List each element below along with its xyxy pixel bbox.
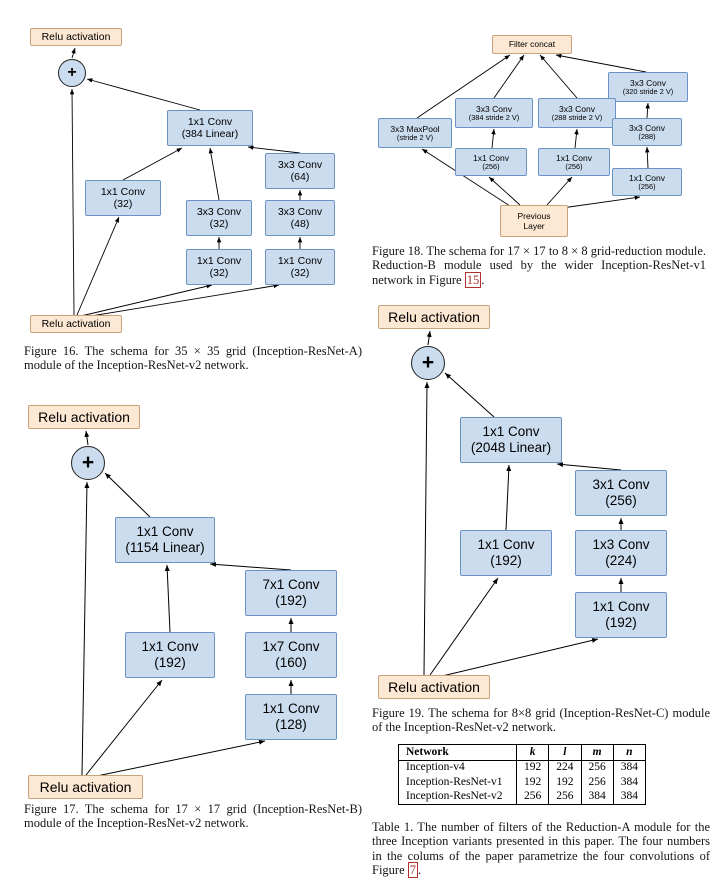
node-sublabel: (32) [113, 198, 133, 210]
figure7-reference-link[interactable]: 7 [409, 863, 417, 878]
node-label: Relu activation [388, 308, 480, 325]
fig16-conv-3x3-64 [265, 153, 335, 189]
caption-text: Figure 16. The schema for 35 × 35 grid (Inception-ResNet-A) module of the Inception-ResNet-v2 network. [24, 344, 362, 373]
node-sublabel: (128) [275, 717, 307, 732]
table1-caption [372, 820, 710, 878]
node-sublabel: (288) [638, 131, 656, 141]
fig17-conv-1x1-192 [125, 632, 215, 678]
cell-n: 384 [613, 790, 645, 805]
figure18-caption [372, 244, 706, 287]
node-label: 3x3 Conv [277, 158, 323, 171]
node-sublabel: (224) [605, 553, 637, 568]
fig17-relu-activation-top [28, 405, 140, 429]
node-label: 1x1 Conv [100, 185, 146, 198]
node-sublabel: (384 Linear) [181, 128, 239, 140]
cell-network: Inception-ResNet-v2 [399, 790, 517, 805]
node-sublabel: (256) [482, 161, 500, 171]
node-label: 3x3 Conv [196, 205, 242, 218]
fig19-relu-activation-bottom [378, 675, 490, 699]
node-sublabel: (320 stride 2 V) [622, 86, 674, 96]
figure19-diagram [372, 300, 717, 700]
table1-row-inception-resnet-v2 [399, 790, 646, 805]
fig16-conv-1x1-32-branch3 [265, 249, 335, 285]
node-sublabel: (288 stride 2 V) [551, 112, 603, 122]
table1-header-n: n [613, 745, 645, 761]
node-label: Relu activation [39, 778, 132, 795]
fig17-relu-activation-bottom [28, 775, 143, 799]
node-label: 3x1 Conv [592, 477, 650, 493]
cell-k: 256 [517, 790, 549, 805]
caption-text: Figure 19. The schema for 8×8 grid (Inception-ResNet-C) module of the Inception-ResNet-v2 network. [372, 706, 710, 735]
fig19-residual-add [411, 346, 445, 380]
cell-m: 384 [581, 790, 613, 805]
node-label: Relu activation [38, 408, 130, 425]
node-label: 1x1 Conv [136, 524, 194, 540]
node-sublabel: (192) [490, 553, 522, 568]
fig18-conv-1x1-256-left [455, 148, 527, 176]
node-label: 3x3 Conv [476, 103, 512, 114]
cell-l: 224 [549, 760, 581, 775]
fig18-conv-3x3-384-stride2 [455, 98, 533, 128]
fig17-conv-1x1-1154-linear [115, 517, 215, 563]
cell-m: 256 [581, 775, 613, 790]
fig17-conv-7x1-192 [245, 570, 337, 616]
plus-sign: + [81, 450, 95, 474]
node-sublabel: (64) [290, 171, 310, 183]
table1-header-l: l [549, 745, 581, 761]
caption-text: . [418, 863, 422, 878]
fig16-residual-add [58, 59, 86, 87]
figure19-caption [372, 706, 710, 735]
node-sublabel: (32) [209, 218, 229, 230]
node-label: 1x1 Conv [277, 254, 323, 267]
node-label: 1x1 Conv [473, 152, 509, 163]
fig19-relu-activation-top [378, 305, 490, 329]
node-label: 1x1 Conv [477, 537, 535, 553]
cell-n: 384 [613, 775, 645, 790]
cell-l: 256 [549, 790, 581, 805]
node-label: 3x3 Conv [277, 205, 323, 218]
node-label: 7x1 Conv [262, 577, 320, 593]
node-label: 1x1 Conv [556, 152, 592, 163]
figure16-caption [24, 344, 362, 373]
node-label: 1x1 Conv [141, 639, 199, 655]
fig17-conv-1x7-160 [245, 632, 337, 678]
fig16-conv-3x3-32 [186, 200, 252, 236]
node-label: Filter concat [508, 39, 556, 50]
fig16-conv-1x1-32-branch1 [85, 180, 161, 216]
fig17-residual-add [71, 446, 105, 480]
node-sublabel: (32) [209, 267, 229, 279]
fig18-conv-3x3-288-stride2 [538, 98, 616, 128]
fig19-conv-1x3-224 [575, 530, 667, 576]
node-label: 3x3 Conv [630, 77, 666, 88]
table1 [398, 744, 646, 805]
table1-row-inception-v4 [399, 760, 646, 775]
fig18-conv-1x1-256-mid [538, 148, 610, 176]
cell-network: Inception-v4 [399, 760, 517, 775]
cell-n: 384 [613, 760, 645, 775]
node-sublabel: (1154 Linear) [125, 540, 205, 555]
caption-text: Figure 17. The schema for 17 × 17 grid (Inception-ResNet-B) module of the Inception-ResNet-v2 network. [24, 802, 362, 831]
fig19-conv-3x1-256 [575, 470, 667, 516]
fig18-previous-layer [500, 205, 568, 237]
table1-header-row [399, 745, 646, 761]
fig18-filter-concat [492, 35, 572, 54]
fig19-conv-1x1-192-bottom [575, 592, 667, 638]
node-sublabel: (256) [605, 493, 637, 508]
node-label: 1x1 Conv [629, 172, 665, 183]
fig19-conv-1x1-192-left [460, 530, 552, 576]
fig16-relu-activation-bottom [30, 315, 122, 333]
node-sublabel: (256) [565, 161, 583, 171]
node-label: 1x1 Conv [482, 424, 540, 440]
fig16-conv-3x3-48 [265, 200, 335, 236]
node-label: 1x1 Conv [187, 115, 233, 128]
fig16-conv-1x1-32-branch2 [186, 249, 252, 285]
fig18-conv-1x1-256-right [612, 168, 682, 196]
node-label: 3x3 Conv [629, 122, 665, 133]
table1-header-m: m [581, 745, 613, 761]
table1-header-k: k [517, 745, 549, 761]
table1-header-network: Network [399, 745, 517, 761]
cell-l: 192 [549, 775, 581, 790]
caption-text: . [481, 272, 485, 287]
figure17-diagram [20, 400, 365, 800]
caption-text: Figure 18. The schema for 17 × 17 to 8 × 8 grid-reduction module. Reduction-B module used by the wider Inception-ResNet-v1 network in Figure [372, 244, 706, 287]
figure17-caption [24, 802, 362, 831]
figure18-diagram [372, 28, 702, 243]
node-sublabel: (stride 2 V) [396, 132, 434, 142]
figure16-diagram [20, 20, 360, 342]
node-label: Relu activation [41, 30, 111, 43]
node-sublabel: (160) [275, 655, 307, 670]
node-label: 1x1 Conv [196, 254, 242, 267]
fig18-conv-3x3-288 [612, 118, 682, 146]
node-sublabel: (384 stride 2 V) [468, 112, 520, 122]
node-label: 1x7 Conv [262, 639, 320, 655]
table1-row-inception-resnet-v1 [399, 775, 646, 790]
fig18-maxpool-3x3 [378, 118, 452, 148]
plus-sign: + [421, 350, 435, 374]
node-sublabel: (48) [290, 218, 310, 230]
cell-m: 256 [581, 760, 613, 775]
fig17-conv-1x1-128 [245, 694, 337, 740]
node-label: Previous [517, 210, 551, 221]
node-sublabel: (256) [638, 181, 656, 191]
fig16-relu-activation-top [30, 28, 122, 46]
fig16-conv-1x1-384-linear [167, 110, 253, 146]
cell-k: 192 [517, 760, 549, 775]
fig18-conv-3x3-320-stride2 [608, 72, 688, 102]
node-label: Relu activation [41, 317, 111, 330]
node-label: 1x1 Conv [262, 701, 320, 717]
fig19-conv-1x1-2048-linear [460, 417, 562, 463]
node-sublabel: (2048 Linear) [470, 440, 552, 455]
node-sublabel: (32) [290, 267, 310, 279]
caption-text: Table 1. The number of filters of the Reduction-A module for the three Inception variants presented in this paper. The four numbers in the colums of the paper parametrize the four convolutions of Figure [372, 820, 710, 878]
figure15-reference-link[interactable]: 15 [466, 272, 480, 287]
cell-network: Inception-ResNet-v1 [399, 775, 517, 790]
cell-k: 192 [517, 775, 549, 790]
node-label: 3x3 MaxPool [390, 123, 440, 134]
node-label: Relu activation [388, 678, 480, 695]
node-label: 3x3 Conv [559, 103, 595, 114]
node-sublabel: (192) [275, 593, 307, 608]
node-sublabel: Layer [523, 221, 545, 231]
plus-sign: + [67, 63, 77, 81]
node-label: 1x3 Conv [592, 537, 650, 553]
node-sublabel: (192) [154, 655, 186, 670]
node-label: 1x1 Conv [592, 599, 650, 615]
node-sublabel: (192) [605, 615, 637, 630]
